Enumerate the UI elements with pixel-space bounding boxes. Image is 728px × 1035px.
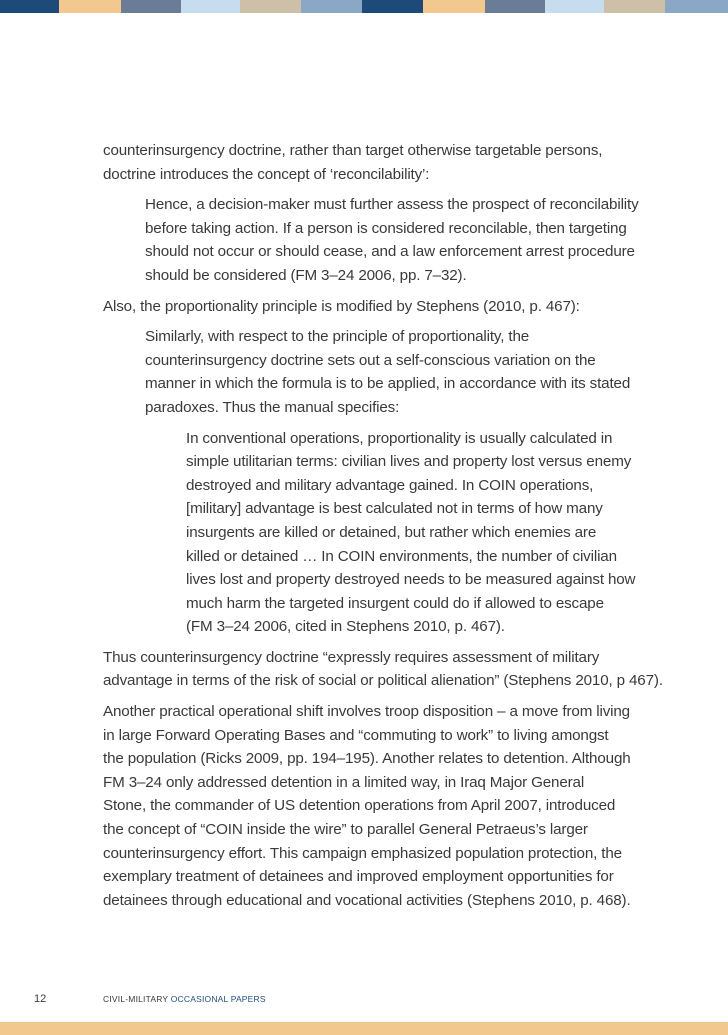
text-line: counterinsurgency effort. This campaign emphasized population protection, the [103,844,622,862]
top-bar-segment [301,0,362,13]
page-number: 12 [34,993,47,1005]
block-quote-reconcilability [145,193,639,287]
text-line: manner in which the formula is to be applied, in accordance with its stated [145,375,631,393]
text-line: In conventional operations, proportionality is usually calculated in [186,429,613,447]
text-line: in large Forward Operating Bases and “commuting to work” to living amongst [103,726,609,744]
nested-quote-fm-3-24 [186,427,636,639]
top-bar-segment [665,0,728,13]
text-line: the concept of “COIN inside the wire” to parallel General Petraeus’s larger [103,821,588,839]
text-line: Thus counterinsurgency doctrine “expressly requires assessment of military [103,648,600,666]
text-line: Hence, a decision-maker must further assess the prospect of reconcilability [145,196,639,214]
text-line: Also, the proportionality principle is modified by Stephens (2010, p. 467): [103,297,580,315]
text-line: doctrine introduces the concept of ‘reconcilability’: [103,165,430,183]
text-line: should not occur or should cease, and a law enforcement arrest procedure [145,243,635,261]
block-quote-proportionality [145,325,633,419]
top-bar-segment [485,0,545,13]
text-line: should be considered (FM 3–24 2006, pp. 7–32). [145,266,467,284]
text-line: insurgents are killed or detained, but rather which enemies are [186,523,597,541]
text-line: before taking action. If a person is considered reconcilable, then targeting [145,219,627,237]
top-bar-segment [423,0,485,13]
text-line: paradoxes. Thus the manual specifies: [145,398,400,416]
top-bar-segment [121,0,181,13]
text-line: destroyed and military advantage gained. In COIN operations, [186,476,594,494]
paragraph-military-advantage [103,646,663,693]
bottom-color-bar [0,1022,728,1035]
text-line: counterinsurgency doctrine, rather than target otherwise targetable persons, [103,142,603,159]
text-line: counterinsurgency doctrine sets out a self-conscious variation on the [145,351,596,369]
text-line: the population (Ricks 2009, pp. 194–195). Another relates to detention. Although [103,750,631,768]
top-bar-segment [0,0,59,13]
text-line: exemplary treatment of detainees and improved employment opportunities for [103,868,614,886]
text-line: [military] advantage is best calculated not in terms of how many [186,500,603,518]
series-name: OCCASIONAL PAPERS [170,994,266,1004]
top-bar-segment [240,0,301,13]
text-line: Another practical operational shift involves troop disposition – a move from living [103,703,630,721]
text-line: FM 3–24 only addressed detention in a limited way, in Iraq Major General [103,773,585,791]
text-line: lives lost and property destroyed needs to be measured against how [186,571,636,589]
top-bar-segment [59,0,121,13]
text-line: detainees through educational and vocational activities (Stephens 2010, p. 468). [103,891,631,909]
top-bar-segment [604,0,665,13]
text-line: Similarly, with respect to the principle of proportionality, the [145,328,530,346]
paragraph-proportionality-intro [103,295,633,319]
top-color-bar [0,0,728,13]
page-body [103,139,663,919]
text-line: much harm the targeted insurgent could do if allowed to escape [186,594,604,612]
text-line: killed or detained … In COIN environments, the number of civilian [186,547,617,565]
top-bar-segment [181,0,240,13]
paragraph-reconcilability-intro [103,139,633,186]
paragraph-troop-disposition [103,700,633,912]
top-bar-segment [362,0,423,13]
text-line: simple utilitarian terms: civilian lives and property lost versus enemy [186,453,632,471]
series-prefix: CIVIL-MILITARY [103,994,169,1004]
text-line: (FM 3–24 2006, cited in Stephens 2010, p. 467). [186,618,505,636]
page-footer [0,993,728,1009]
top-bar-segment [545,0,604,13]
text-line: advantage in terms of the risk of social or political alienation” (Stephens 2010, p 467). [103,672,663,690]
series-title [103,994,266,1004]
text-line: Stone, the commander of US detention operations from April 2007, introduced [103,797,616,815]
